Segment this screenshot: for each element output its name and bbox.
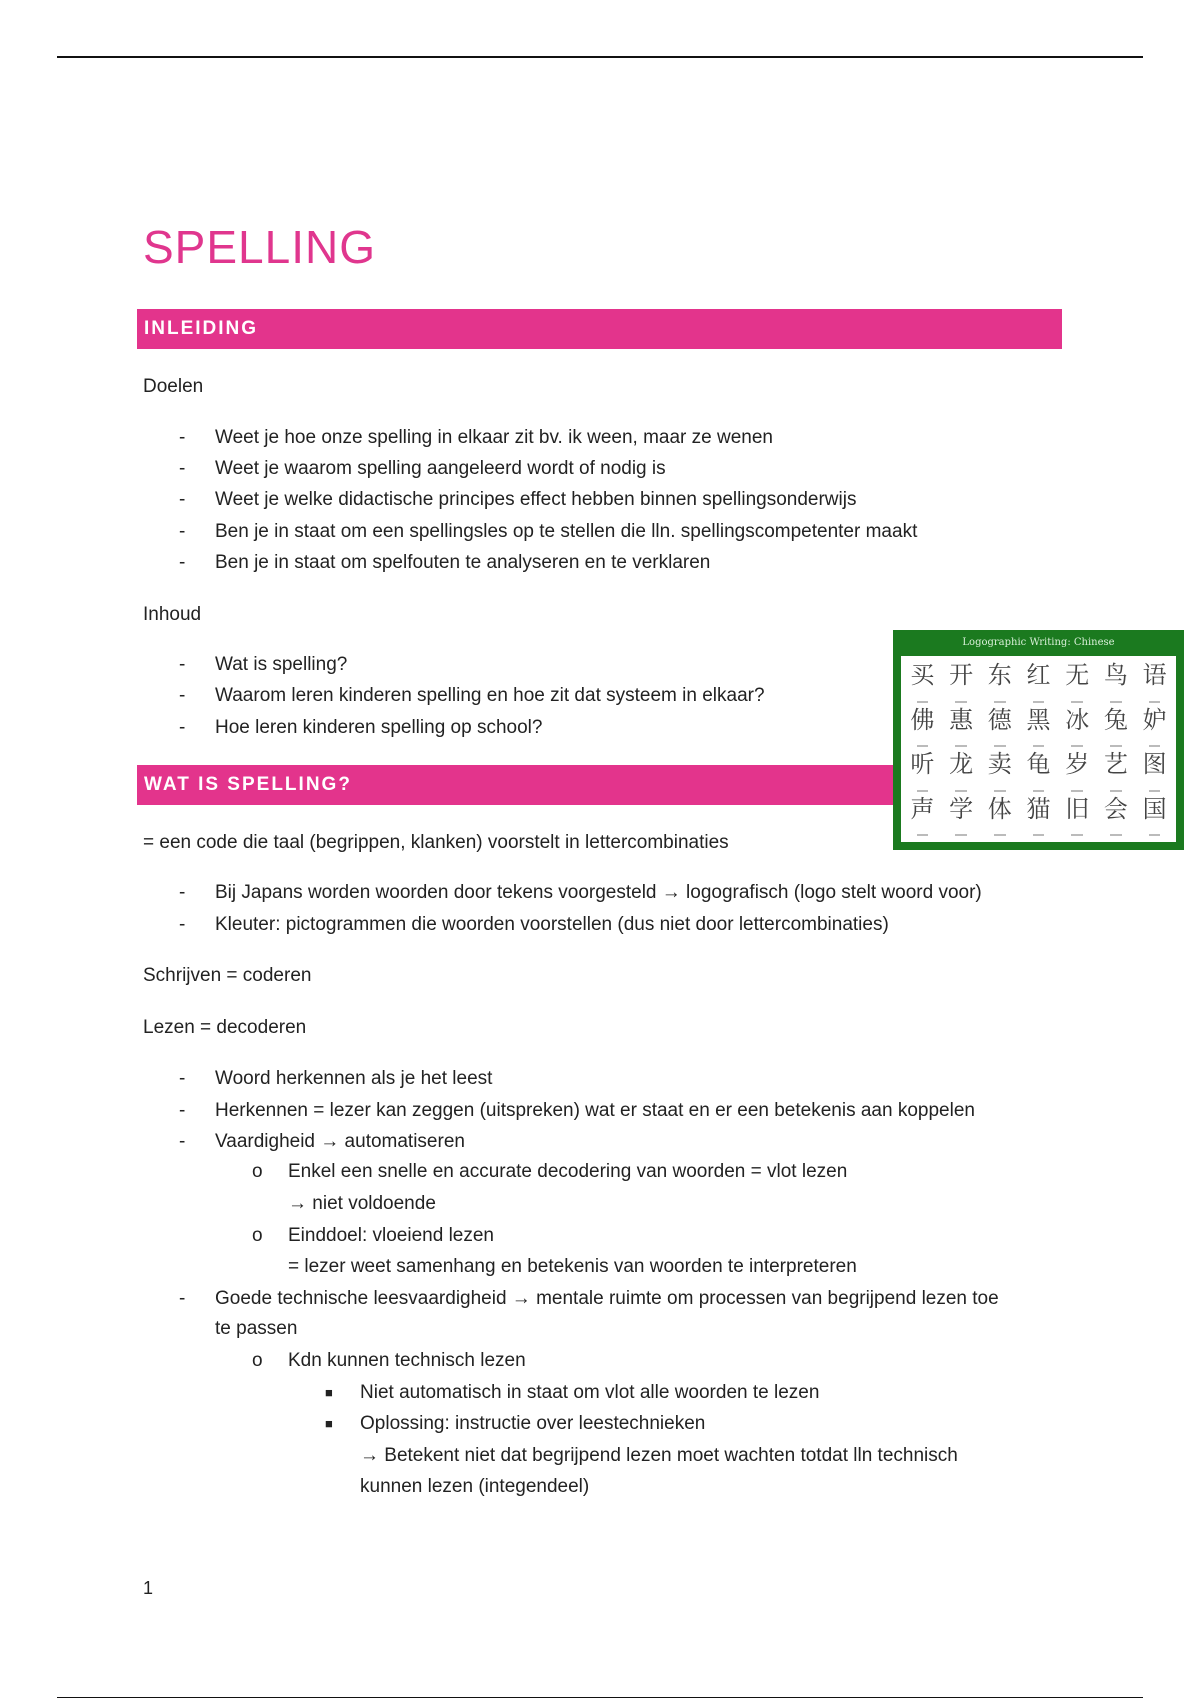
page-number: 1 <box>143 1578 154 1598</box>
lezen-subitem: Einddoel: vloeiend lezen <box>288 1225 494 1246</box>
figure-title: Logographic Writing: Chinese <box>962 637 1115 648</box>
chinese-character: 黑 <box>1019 705 1058 750</box>
chinese-character: 语 <box>1135 660 1174 705</box>
lezen-item: Goede technische leesvaardigheid → mentale ruimte om processen van begrijpend lezen toe <box>215 1288 999 1309</box>
chinese-character: 开 <box>942 660 981 705</box>
chinese-character: 国 <box>1135 794 1174 839</box>
chinese-character: 图 <box>1135 749 1174 794</box>
doelen-item: Ben je in staat om spelfouten te analyseren en te verklaren <box>215 552 711 573</box>
bullet-square: ■ <box>325 1416 333 1431</box>
bullet-dash: - <box>179 1288 186 1309</box>
section-heading-inleiding: INLEIDING <box>137 309 1062 349</box>
chinese-character: 妒 <box>1135 705 1174 750</box>
chinese-character: 鸟 <box>1097 660 1136 705</box>
definition-text: = een code die taal (begrippen, klanken) voorstelt in lettercombinaties <box>143 832 729 853</box>
footer-rule <box>57 1697 1143 1698</box>
lezen-item: Woord herkennen als je het leest <box>215 1068 493 1089</box>
chinese-character: 旧 <box>1058 794 1097 839</box>
bullet-dash: - <box>179 717 186 738</box>
chinese-character: 卖 <box>980 749 1019 794</box>
lezen-subitem-continued: = lezer weet samenhang en betekenis van woorden te interpreteren <box>288 1256 857 1277</box>
section-heading-wat-is-spelling: WAT IS SPELLING? <box>137 765 899 805</box>
chinese-character: 兔 <box>1097 705 1136 750</box>
character-grid <box>901 656 1176 842</box>
bullet-dash: - <box>179 489 186 510</box>
bullet-dash: - <box>179 1131 186 1152</box>
bullet-dash: - <box>179 882 186 903</box>
bullet-dash: - <box>179 914 186 935</box>
bullet-dash: - <box>179 521 186 542</box>
chinese-character: 惠 <box>942 705 981 750</box>
lezen-subsubitem: Oplossing: instructie over leestechnieken <box>360 1413 706 1434</box>
lezen-item: Herkennen = lezer kan zeggen (uitspreken) wat er staat en er een betekenis aan koppelen <box>215 1100 975 1121</box>
chinese-character: 岁 <box>1058 749 1097 794</box>
bullet-dash: - <box>179 552 186 573</box>
chinese-character: 听 <box>903 749 942 794</box>
bullet-circle: o <box>252 1350 263 1371</box>
chinese-character: 东 <box>980 660 1019 705</box>
lezen-subsubitem-continued: kunnen lezen (integendeel) <box>360 1476 590 1497</box>
chinese-character: 冰 <box>1058 705 1097 750</box>
chinese-character: 龟 <box>1019 749 1058 794</box>
chinese-character: 龙 <box>942 749 981 794</box>
bullet-dash: - <box>179 427 186 448</box>
chinese-character: 学 <box>942 794 981 839</box>
chinese-character: 佛 <box>903 705 942 750</box>
doelen-item: Weet je welke didactische principes effect hebben binnen spellingsonderwijs <box>215 489 857 510</box>
definition-item: Bij Japans worden woorden door tekens voorgesteld → logografisch (logo stelt woord voor) <box>215 882 982 903</box>
chinese-character: 无 <box>1058 660 1097 705</box>
bullet-dash: - <box>179 685 186 706</box>
chinese-character: 德 <box>980 705 1019 750</box>
chinese-character: 红 <box>1019 660 1058 705</box>
bullet-dash: - <box>179 458 186 479</box>
chinese-character: 买 <box>903 660 942 705</box>
lezen-subitem-continued: → niet voldoende <box>288 1193 436 1214</box>
inhoud-item: Hoe leren kinderen spelling op school? <box>215 717 543 738</box>
lezen-item: Vaardigheid → automatiseren <box>215 1131 465 1152</box>
chinese-character: 声 <box>903 794 942 839</box>
page-title: SPELLING <box>143 221 376 273</box>
chinese-character: 艺 <box>1097 749 1136 794</box>
doelen-item: Weet je hoe onze spelling in elkaar zit bv. ik ween, maar ze wenen <box>215 427 773 448</box>
definition-item: Kleuter: pictogrammen die woorden voorstellen (dus niet door lettercombinaties) <box>215 914 889 935</box>
bullet-square: ■ <box>325 1385 333 1400</box>
schrijven-text: Schrijven = coderen <box>143 965 312 986</box>
bullet-dash: - <box>179 1100 186 1121</box>
lezen-subitem: Enkel een snelle en accurate decodering van woorden = vlot lezen <box>288 1161 848 1182</box>
bullet-circle: o <box>252 1225 263 1246</box>
header-rule <box>57 56 1143 58</box>
bullet-dash: - <box>179 1068 186 1089</box>
chinese-characters-figure <box>893 630 1184 850</box>
lezen-text: Lezen = decoderen <box>143 1017 307 1038</box>
inhoud-item: Wat is spelling? <box>215 654 348 675</box>
lezen-subsubitem-continued: → Betekent niet dat begrijpend lezen moet wachten totdat lln technisch <box>360 1445 958 1466</box>
doelen-heading: Doelen <box>143 376 204 397</box>
bullet-circle: o <box>252 1161 263 1182</box>
doelen-item: Weet je waarom spelling aangeleerd wordt of nodig is <box>215 458 666 479</box>
doelen-item: Ben je in staat om een spellingsles op te stellen die lln. spellingscompetenter maakt <box>215 521 918 542</box>
chinese-character: 猫 <box>1019 794 1058 839</box>
chinese-character: 会 <box>1097 794 1136 839</box>
inhoud-heading: Inhoud <box>143 604 202 625</box>
bullet-dash: - <box>179 654 186 675</box>
lezen-subitem: Kdn kunnen technisch lezen <box>288 1350 526 1371</box>
inhoud-item: Waarom leren kinderen spelling en hoe zit dat systeem in elkaar? <box>215 685 765 706</box>
lezen-subsubitem: Niet automatisch in staat om vlot alle woorden te lezen <box>360 1382 820 1403</box>
lezen-item-continued: te passen <box>215 1318 298 1339</box>
chinese-character: 体 <box>980 794 1019 839</box>
